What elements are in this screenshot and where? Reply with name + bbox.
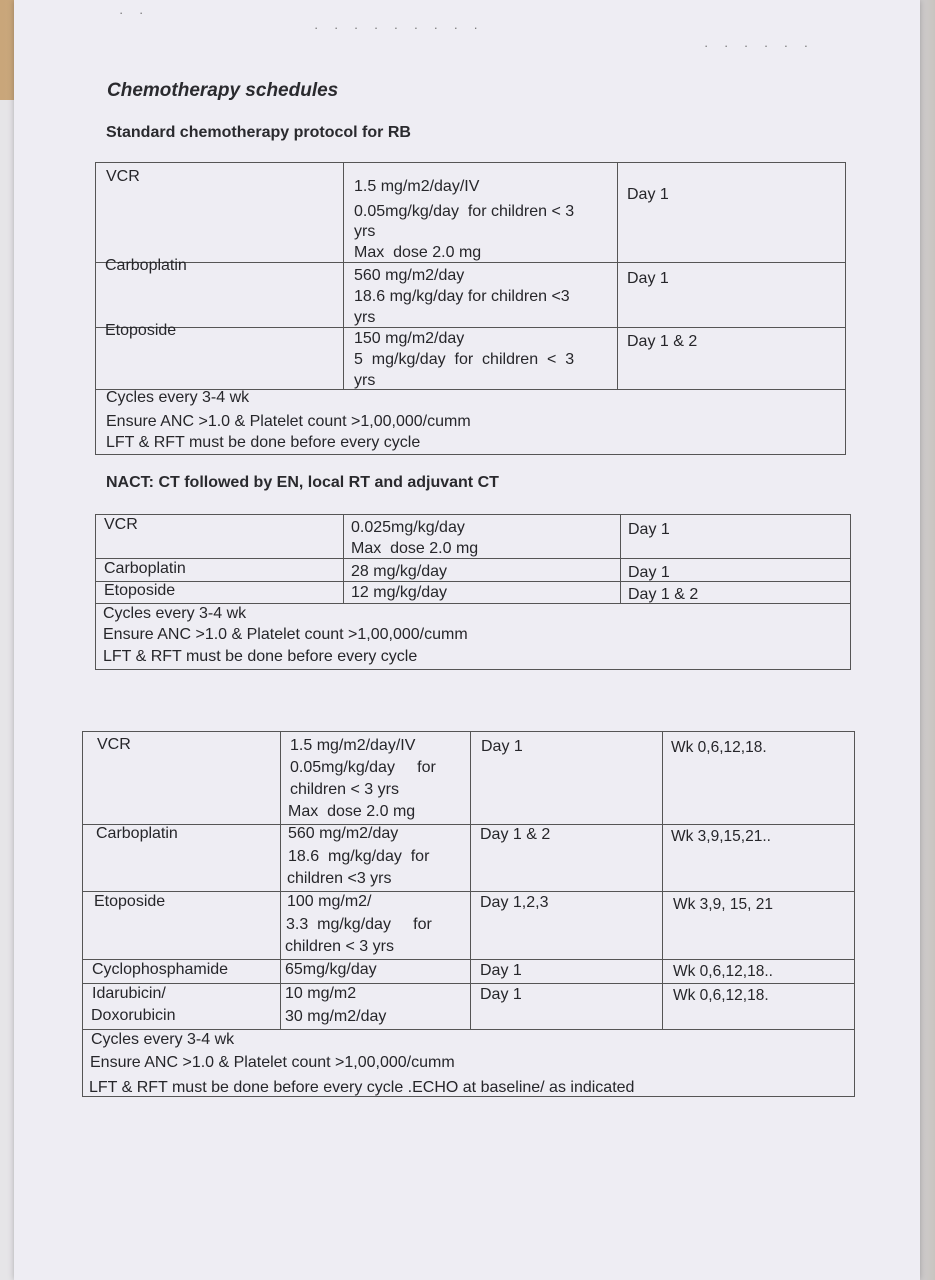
note-line: Cycles every 3-4 wk: [103, 605, 247, 622]
dose-line: 100 mg/m2/: [287, 893, 372, 910]
note-line: LFT & RFT must be done before every cycle .ECHO at baseline/ as indicated: [89, 1079, 635, 1096]
note-line: LFT & RFT must be done before every cycle: [103, 648, 418, 665]
drug-name: Etoposide: [94, 893, 166, 910]
dose-line: children < 3 yrs: [285, 938, 394, 955]
day-cell: Day 1: [627, 270, 669, 287]
dose-line: 150 mg/m2/day: [354, 330, 465, 347]
drug-name: VCR: [106, 168, 140, 185]
drug-name: Carboplatin: [96, 825, 178, 842]
dose-line: 5 mg/kg/day for children < 3: [354, 351, 575, 368]
week-cell: Wk 3,9,15,21..: [671, 828, 771, 845]
dose-line: 1.5 mg/m2/day/IV: [354, 178, 480, 195]
note-line: LFT & RFT must be done before every cycle: [106, 434, 421, 451]
table-row-divider: [95, 327, 846, 328]
table-divider: [617, 162, 618, 390]
section-heading: Standard chemotherapy protocol for RB: [106, 124, 411, 141]
day-cell: Day 1: [628, 521, 670, 538]
dose-line: 0.05mg/kg/day for children < 3: [354, 203, 575, 220]
dose-line: 3.3 mg/kg/day for: [286, 916, 432, 933]
table-divider: [343, 162, 344, 390]
drug-name: VCR: [104, 516, 138, 533]
drug-name: Doxorubicin: [91, 1007, 176, 1024]
speckles: · · · · · ·: [704, 38, 815, 53]
note-line: Cycles every 3-4 wk: [91, 1031, 235, 1048]
dose-line: 10 mg/m2: [285, 985, 357, 1002]
dose-line: 18.6 mg/kg/day for children <3: [354, 288, 570, 305]
day-cell: Day 1 & 2: [628, 586, 699, 603]
table-divider: [662, 731, 663, 1029]
day-cell: Day 1: [481, 738, 523, 755]
day-cell: Day 1: [480, 986, 522, 1003]
table-row-divider: [95, 581, 851, 582]
drug-name: Cyclophosphamide: [92, 961, 229, 978]
table-divider: [470, 731, 471, 1029]
dose-line: 30 mg/m2/day: [285, 1008, 387, 1025]
table-row-divider: [82, 824, 855, 825]
drug-name: Carboplatin: [104, 560, 186, 577]
page-title: Chemotherapy schedules: [107, 80, 339, 101]
speckles: · ·: [119, 5, 150, 20]
dose-line: 560 mg/m2/day: [288, 825, 399, 842]
dose-line: 65mg/kg/day: [285, 961, 377, 978]
drug-name: VCR: [97, 736, 131, 753]
dose-line: 12 mg/kg/day: [351, 584, 448, 601]
drug-name: Idarubicin/: [92, 985, 166, 1002]
day-cell: Day 1: [480, 962, 522, 979]
table-row-divider: [82, 983, 855, 984]
day-cell: Day 1,2,3: [480, 894, 549, 911]
note-line: Ensure ANC >1.0 & Platelet count >1,00,000/cumm: [103, 626, 468, 643]
table-divider: [280, 731, 281, 1029]
dose-line: Max dose 2.0 mg: [354, 244, 482, 261]
drug-name: Etoposide: [104, 582, 176, 599]
section-heading: NACT: CT followed by EN, local RT and adjuvant CT: [106, 474, 499, 491]
note-line: Ensure ANC >1.0 & Platelet count >1,00,000/cumm: [90, 1054, 455, 1071]
dose-line: children <3 yrs: [287, 870, 392, 887]
dose-line: Max dose 2.0 mg: [288, 803, 416, 820]
week-cell: Wk 3,9, 15, 21: [673, 896, 773, 913]
dose-line: 1.5 mg/m2/day/IV: [290, 737, 416, 754]
note-line: Cycles every 3-4 wk: [106, 389, 250, 406]
speckles: · · · · · · · · ·: [314, 20, 484, 35]
note-line: Ensure ANC >1.0 & Platelet count >1,00,000/cumm: [106, 413, 471, 430]
dose-line: children < 3 yrs: [290, 781, 399, 798]
dose-line: 28 mg/kg/day: [351, 563, 448, 580]
dose-line: yrs: [354, 309, 376, 326]
dose-line: 560 mg/m2/day: [354, 267, 465, 284]
dose-line: yrs: [354, 372, 376, 389]
drug-name: Carboplatin: [105, 257, 187, 274]
drug-name: Etoposide: [105, 322, 177, 339]
day-cell: Day 1 & 2: [627, 333, 698, 350]
dose-line: 0.05mg/kg/day for: [290, 759, 436, 776]
day-cell: Day 1: [628, 564, 670, 581]
dose-line: Max dose 2.0 mg: [351, 540, 479, 557]
day-cell: Day 1 & 2: [480, 826, 551, 843]
week-cell: Wk 0,6,12,18..: [673, 963, 773, 980]
dose-line: yrs: [354, 223, 376, 240]
table-row-divider: [82, 891, 855, 892]
dose-line: 0.025mg/kg/day: [351, 519, 465, 536]
week-cell: Wk 0,6,12,18.: [673, 987, 769, 1004]
week-cell: Wk 0,6,12,18.: [671, 739, 767, 756]
day-cell: Day 1: [627, 186, 669, 203]
dose-line: 18.6 mg/kg/day for: [288, 848, 430, 865]
